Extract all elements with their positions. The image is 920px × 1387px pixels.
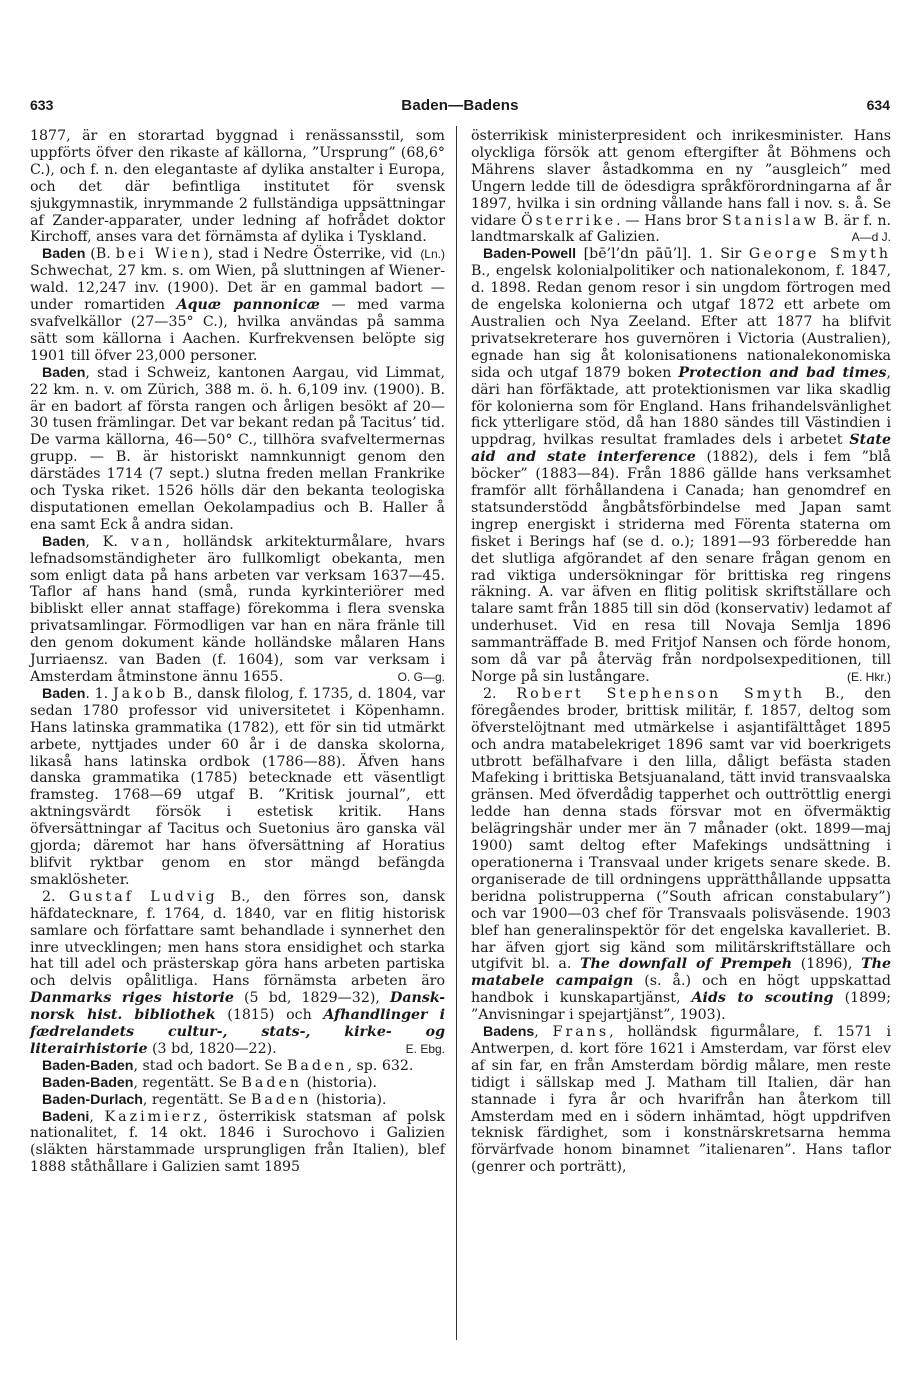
body-text: , sp. 632. [347, 1057, 414, 1074]
body-text: , regentätt. Se [142, 1091, 251, 1108]
entry-headword: Baden [42, 533, 86, 550]
body-text: , regentätt. Se [133, 1074, 242, 1091]
article-paragraph [30, 889, 445, 1058]
spaced-name: Baden [250, 1091, 312, 1108]
article-paragraph [30, 246, 445, 364]
body-text: , [89, 1108, 105, 1125]
body-text: . 1. [85, 685, 113, 702]
body-text: , holländsk arkitekturmålare, hvars lefnadsomständigheter äro fullkomligt obekanta, men som enligt data på hans arbeten var verksam 1637—45. Taflor af hans hand (små, runda kyrkinteriörer med bibliskt eller annat staffage) förekomma i flera svenska privatsamlingar. Förmodligen var han en nära fränle till den genom dokument kände holländske målaren Hans Jurriaensz. van Baden (f. 1604), som var verksam i Amsterdam åtminstone ännu 1655. [30, 533, 445, 685]
body-text: , österrikisk statsman af polsk nationalitet, f. 14 okt. 1846 i Surochovo i Galizien (släkten härstammade ursprungligen från Italien), blef 1888 ståthållare i Galizien samt 1895 [30, 1108, 445, 1176]
article-paragraph [471, 1024, 891, 1176]
left-page-number: 633 [30, 97, 54, 113]
book-title: Afhandlinger i fædrelandets cultur-, stats-, kirke- og literairhistorie [30, 1007, 445, 1057]
spaced-name: Baden [241, 1074, 302, 1091]
body-text: 2. [483, 685, 517, 702]
body-text: (3 bd, 1820—22). [147, 1040, 277, 1057]
body-text: 1877, är en storartad byggnad i renässansstil, som uppförts öfver den rikaste af källorna, ”Ursprung” (68,6° C.), och f. n. den elegantaste af dylika anstalter i Europa, och det där befintliga institutet för svensk sjukgymnastik, inrymmande 2 fullständiga uppsättningar af Zander-apparater, under ledning af hofrådet doktor Kirchoff, anses vara det förnämsta af dylika i Tyskland. [30, 128, 445, 246]
book-title: Aids to scouting [691, 990, 834, 1007]
article-paragraph [30, 686, 445, 889]
body-text: , K. [85, 533, 131, 550]
article-paragraph [30, 1109, 445, 1177]
entry-headword: Baden [42, 246, 86, 263]
spaced-name: Frans [552, 1024, 610, 1041]
body-text: , stad i Schweiz, kantonen Aargau, vid Limmat, 22 km. n. v. om Zürich, 388 m. ö. h. 6,109 inv. (1900). B. är en badort af första rangen och årligen besökt af 20—30 tusen främlingar. Det var bekant redan på Tacitus’ tid. De varma källorna, 46—50° C., tillhöra svafveltermernas grupp. — B. är historiskt namnkunnigt genom den därstädes 1714 (7 sept.) slutna freden mellan Frankrike och Tyska riket. 1526 hölls där den bekanta teologiska disputationen emellan Oekolampadius och B. Haller å ena samt Eck å andra sidan. [30, 364, 445, 533]
body-text: [bē’l’dn pāū’l]. 1. Sir [576, 246, 749, 263]
spaced-name: Baden [286, 1057, 348, 1074]
book-title: Protection and bad times [678, 364, 887, 381]
article-paragraph [471, 128, 891, 246]
spaced-name: bei Wien [115, 246, 204, 263]
spaced-name: van [130, 533, 166, 550]
article-paragraph [471, 686, 891, 1024]
author-signature: O. G—g. [397, 670, 445, 684]
entry-headword: Baden-Powell [483, 246, 577, 263]
body-text: 2. [42, 888, 69, 905]
spaced-name: George Smyth [748, 246, 891, 263]
right-page-number: 634 [866, 97, 890, 113]
article-paragraph [30, 1092, 445, 1109]
body-text: (B. [85, 246, 116, 263]
entry-headword: Baden-Baden [42, 1057, 134, 1074]
author-signature: (E. Hkr.) [847, 670, 891, 684]
left-column [30, 128, 445, 1176]
spaced-name: Robert Stephenson Smyth [516, 685, 806, 702]
running-title: Baden—Badens [401, 97, 519, 114]
body-text: (1882), dels i fem ”blå böcker” (1883—84). Från 1886 gällde hans verksamhet framför allt förhållandena i Canada; han genomdref en statsunderstödd ångbåtsförbindelse med Japan samt ingrep energiskt i striderna med Förenta staterna om fisket i Berings haf (se d. o.); 1891—93 förberedde han det slutliga afgörandet af den senare frågan genom en rad viktiga undersökningar för brittiska reg ringens räkning. A. var äfven en flitig politisk skriftställare och talare samt från 1885 till sin död (konservativ) ledamot af underhuset. Vid en resa till Novaja Semlja 1896 sammanträffade B. med Fritjof Nansen och förde honom, som då var på återväg från nordpolsexpeditionen, till Norge på sin lustångare. [471, 449, 891, 685]
body-text: (1896), [792, 956, 862, 973]
body-text: , holländsk figurmålare, f. 1571 i Antwerpen, d. kort före 1621 i Amsterdam, var först elev af sin far, en från Amsterdam bördig målare, men reste tidigt i sällskap med J. Matham till Italien, där han stannade i fyra år och hvarifrån han återkom till Amsterdam med en i södern inhämtad, högt uppdrifven teknisk färdighet, som i konstnärskretsarna hemma förvärfvade honom binamnet ”italienaren”. Hans taflor (genrer och porträtt), [471, 1024, 891, 1176]
body-text: B., engelsk kolonialpolitiker och nationalekonom, f. 1847, d. 1898. Redan genom resor i sin ungdom förtrogen med de engelska kolonierna och utgaf 1872 ett arbete om Australien och Nya Zeeland. Efter att 1877 ha blifvit privatsekreterare hos guvernören i Victoria (Australien), egnade han sig åt kolonisationens nationalekonomiska sida och utgaf 1879 boken [471, 263, 891, 381]
entry-headword: Baden [42, 685, 86, 702]
article-paragraph [30, 1075, 445, 1092]
author-signature: (Ln.) [420, 247, 445, 262]
body-text: (s. å.) och en högt uppskattad handbok i kunskapartjänst, [471, 973, 891, 1007]
author-signature: E. Ebg. [405, 1041, 445, 1056]
entry-headword: Baden [42, 364, 86, 381]
column-divider [456, 126, 457, 1340]
author-signature: A—d J. [851, 230, 891, 245]
body-text: B., dansk filolog, f. 1735, d. 1804, var sedan 1780 professor vid universitetet i Köpenhamn. Hans latinska grammatika (1782), ett för sin tid utmärkt arbete, nyttjades under 60 år i de danska skolorna, likaså hans latinska ordbok (1786—88). Äfven hans danska grammatika (1785) betecknade ett väsentligt framsteg. 1768—69 utgaf B. ”Kritisk journal”, ett aktningsvärdt försök i estetisk kritik. Hans öfversättningar af Tacitus och Suetonius äro ganska väl gjorda; däremot har hans öfversättning af Horatius blifvit ryktbar genom en stor mängd befängda smaklösheter. [30, 685, 445, 888]
article-paragraph [30, 534, 445, 686]
entry-headword: Baden-Baden [42, 1074, 134, 1091]
article-paragraph [30, 365, 445, 534]
body-text: B., den föregåendes broder, brittisk militär, f. 1857, deltog som öfverstelöjtnant med utmärkelse i asjantifälttåget 1895 och andra matabelekriget 1896 samt var vid boerkrigets utbrott befälhafvare i den lilla, dåligt befästa staden Mafeking i brittiska Betsjuanaland, tätt invid transvaalska gränsen. Med öfverdådig tapperhet och outtröttlig energi ledde han denna stads försvar mot en öfvermäktig belägringshär under mer än 7 månader (okt. 1899—maj 1900) samt deltog efter Mafekings undsättning i operationerna i Transvaal under krigets senare skede. B. organiserade de till ordningens upprätthållande uppsatta beridna polistrupperna (”South african constabulary”) och var 1900—03 chef för Transvaals polisväsende. 1903 blef han generalinspektör för det engelska kavalleriet. B. har äfven gjort sig känd som militärskriftställare och utgifvit bl. a. [471, 685, 891, 973]
body-text: (historia). [311, 1091, 387, 1108]
body-text: , däri han förfäktade, att protektionismen var lika skadlig för kolonierna som för England. Hans frihandelsvänlighet fick ytterligare stöd, då han 1880 sändes till Västindien i uppdrag, hvilkas resultat framlades dels i arbetet [471, 364, 891, 449]
article-paragraph [471, 246, 891, 686]
entry-headword: Badeni [42, 1108, 90, 1125]
spaced-name: Kazimierz [104, 1108, 204, 1125]
body-text: B., den förres son, dansk häfdatecknare, f. 1764, d. 1840, var en flitig historisk samlare och författare samt behandlade i synnerhet den inre utvecklingen; men hans stora ensidighet och starka hat till adel och prästerskap göra hans arbeten partiska och delvis opålitliga. Hans förnämsta arbeten äro [30, 888, 446, 990]
book-title: Danmarks riges historie [30, 990, 234, 1007]
entry-headword: Badens [483, 1024, 535, 1041]
body-text: (1899; ”Anvisningar i spejartjänst”, 1903). [471, 990, 891, 1024]
body-text: , stad och badort. Se [133, 1057, 287, 1074]
body-text: (5 bd, 1829—32), [233, 990, 391, 1007]
body-text: B. är f. n. landtmarskalk af Galizien. [471, 212, 891, 246]
book-title: Dansk-norsk hist. bibliothek [30, 990, 445, 1024]
body-text: ), stad i Nedre Österrike, vid Schwechat, 27 km. s. om Wien, på sluttningen af Wiener-wald. 12,247 inv. (1900). Det är en gammal badort — under romartiden [30, 246, 445, 314]
book-title: The matabele campaign [471, 956, 892, 990]
spaced-name: Jakob [112, 685, 169, 702]
body-text: österrikisk ministerpresident och inrikesminister. Hans olyckliga försök att genom eftergifter åt Böhmens och Mährens slaver åstadkomma en ny ”ausgleich” med Ungern ledde till de ödesdigra språkförordningarna af år 1897, hvilka i sin ordning vållande hans fall i nov. s. å. Se vidare [471, 128, 891, 229]
spaced-name: Stanislaw [722, 212, 820, 229]
spaced-name: Österrike [520, 212, 617, 229]
book-title: Aquæ pannonicæ [176, 297, 320, 314]
body-text: — med varma svafvelkällor (27—35° C.), hvilka användas på samma sätt som källorna i Aachen. Kurfrekvensen belöpte sig 1901 till öfver 23,000 personer. [30, 297, 445, 364]
article-paragraph [30, 1058, 445, 1075]
right-column [471, 128, 891, 1176]
body-text: , [534, 1024, 553, 1041]
page-header [30, 97, 890, 117]
book-title: The downfall of Prempeh [580, 956, 793, 973]
entry-headword: Baden-Durlach [42, 1091, 143, 1108]
body-text: (1815) och [215, 1007, 324, 1024]
book-title: State aid and state interference [471, 432, 891, 466]
body-text: . — Hans bror [616, 212, 723, 229]
body-text: (historia). [301, 1074, 378, 1091]
spaced-name: Gustaf Ludvig [68, 888, 218, 905]
